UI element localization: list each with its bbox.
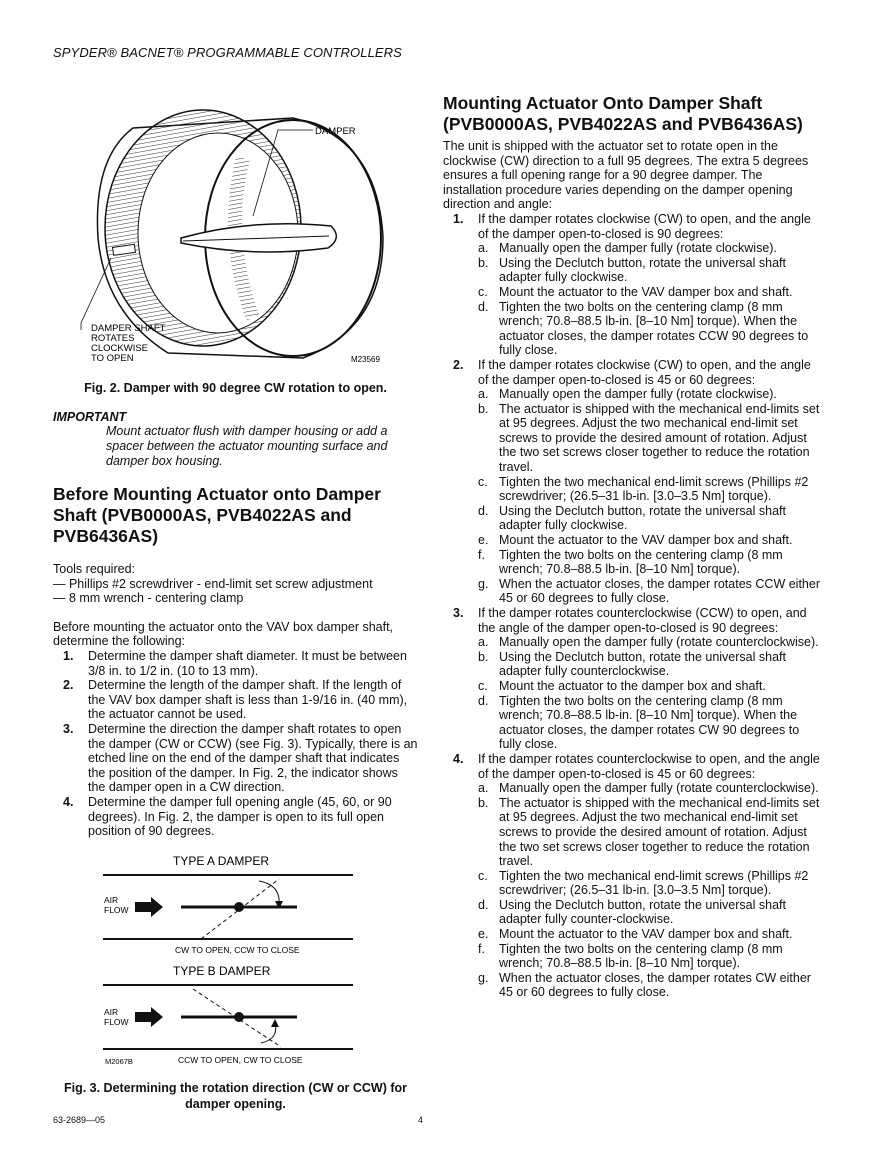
fig2-label-shaft-3: CLOCKWISE [91, 343, 149, 354]
list-item: 2. If the damper rotates clockwise (CW) to open, and the angle of the damper open-to-closed is 45 or 60 degrees: a. Manually open the damper fully (rotate clockwise). b. The actuator is shipped with the mechanical end-limits set at 95 degrees. Adjust the two mechanical end-limit set screws to provide the desired amount of rotation. Adjust the two set screws closer together to reduce the rotation travel. c. Tighten the two mechanical end-limit screws (Phillips #2 screwdriver; (26.5–31 lb-in. [3.0–3.5 Nm] torque). d. Using the Declutch button, rotate the universal shaft adapter fully clockwise. e. Mount the actuator to the VAV damper box and shaft. f. Tighten the two bolts on the centering clamp (8 mm wrench; 70.8–88.5 lb-in. [8–10 Nm] torque). g. When the actuator closes, the damper rotates CCW either 45 or 60 degrees to fully close. [443, 358, 823, 606]
sub-list-item: d. Using the Declutch button, rotate the universal shaft adapter fully clockwise. [478, 503, 786, 533]
left-heading: Before Mounting Actuator onto Damper Shaft (PVB0000AS, PVB4022AS and PVB6436AS) [53, 484, 381, 546]
sub-list-item: b. Using the Declutch button, rotate the universal shaft adapter fully counterclockwise. [478, 649, 786, 679]
left-steps [53, 649, 418, 839]
fig2-caption: Fig. 2. Damper with 90 degree CW rotation to open. [84, 381, 387, 395]
fig3-a-caption: CW TO OPEN, CCW TO CLOSE [175, 944, 300, 955]
airflow-arrow-icon [135, 897, 163, 917]
left-intro: Before mounting the actuator onto the VAV box damper shaft, determine the following: [53, 619, 394, 649]
page-header: SPYDER® BACNET® PROGRAMMABLE CONTROLLERS [53, 45, 402, 60]
fig2-code: M23569 [351, 355, 380, 364]
fig3-type-a: TYPE A DAMPER [173, 853, 270, 868]
sub-list-item: d. Using the Declutch button, rotate the universal shaft adapter fully counter-clockwise. [478, 897, 786, 927]
list-item: 4. Determine the damper full opening angle (45, 60, or 90 degrees). In Fig. 2, the damper is open to its full open position of 90 degrees. [63, 794, 392, 839]
list-item: 3. If the damper rotates counterclockwise (CCW) to open, and the angle of the damper open-to-closed is 90 degrees: a. Manually open the damper fully (rotate counterclockwise). b. Using the Declutch button, rotate the universal shaft adapter fully counterclockwise. c. Mount the actuator to the damper box and shaft. d. Tighten the two bolts on the centering clamp (8 mm wrench; 70.8–88.5 lb-in. [8–10 Nm] torque). When the actuator closes, the damper rotates CW 90 degrees to fully close. [443, 606, 823, 752]
sub-list-item: g. When the actuator closes, the damper rotates CW either 45 or 60 degrees to fully close. [478, 970, 811, 1000]
list-item: 1. Determine the damper shaft diameter. It must be between 3/8 in. to 1/2 in. (10 to 13 mm). [63, 648, 407, 678]
important-title: IMPORTANT [53, 410, 127, 424]
tool-item: — 8 mm wrench - centering clamp [53, 591, 244, 606]
sub-list-item: b. The actuator is shipped with the mechanical end-limits set at 95 degrees. Adjust the two mechanical end-limit set screws to provide the desired amount of rotation. Adjust the two set screws closer together to reduce the rotation travel. [478, 795, 820, 869]
tool-item: — Phillips #2 screwdriver - end-limit set screw adjustment [53, 576, 373, 591]
list-item: 1. If the damper rotates clockwise (CW) to open, and the angle of the damper open-to-closed is 90 degrees: a. Manually open the damper fully (rotate clockwise). b. Using the Declutch button, rotate the universal shaft adapter fully clockwise. c. Mount the actuator to the VAV damper box and shaft. d. Tighten the two bolts on the centering clamp (8 mm wrench; 70.8–88.5 lb-in. [8–10 Nm] torque). When the actuator closes, the damper rotates CCW 90 degrees to fully close. [443, 212, 823, 358]
footer-page-number: 4 [418, 1115, 424, 1125]
damper-illustration [53, 98, 418, 373]
sub-list-item: c. Mount the actuator to the damper box and shaft. [478, 678, 766, 693]
fig3-air-a: AIR [104, 894, 119, 905]
important-text: Mount actuator flush with damper housing or add a spacer between the actuator mounting surface and damper box housing. [106, 424, 388, 468]
list-item: 3. Determine the direction the damper shaft rotates to open the damper (CW or CCW) (see Fig. 3). Typically, there is an etched line on the end of the damper shaft that indicates the position of the damper. In Fig. 2, the indicator shows the damper open in a CW direction. [63, 721, 418, 795]
fig3-flow-b: FLOW [104, 1016, 129, 1027]
sub-list-item: d. Tighten the two bolts on the centering clamp (8 mm wrench; 70.8–88.5 lb-in. [8–10 Nm] torque). When the actuator closes, the damper rotates CCW 90 degrees to fully close. [478, 299, 809, 358]
footer-doc-number: 63-2689—05 [53, 1115, 106, 1125]
fig3-caption: Fig. 3. Determining the rotation direction (CW or CCW) for damper opening. [63, 1080, 408, 1111]
sub-list-item: f. Tighten the two bolts on the centering clamp (8 mm wrench; 70.8–88.5 lb-in. [8–10 Nm] torque). [478, 941, 783, 971]
sub-list-item: b. The actuator is shipped with the mechanical end-limits set at 95 degrees. Adjust the two mechanical end-limit set screws to provide the desired amount of rotation. Adjust the two set screws closer together to reduce the rotation travel. [478, 401, 820, 475]
fig3-code: M2067B [105, 1056, 133, 1066]
fig2-label-shaft-2: ROTATES [91, 333, 135, 344]
sub-list-item: a. Manually open the damper fully (rotate counterclockwise). [478, 635, 819, 650]
left-column [53, 98, 418, 1112]
sub-list-item: f. Tighten the two bolts on the centering clamp (8 mm wrench; 70.8–88.5 lb-in. [8–10 Nm] torque). [478, 547, 783, 577]
airflow-arrow-icon [135, 1007, 163, 1027]
rotation-diagram [53, 849, 418, 1074]
sub-list-item: a. Manually open the damper fully (rotate clockwise). [478, 241, 777, 256]
list-item: 4. If the damper rotates counterclockwise to open, and the angle of the damper open-to-closed is 45 or 60 degrees: a. Manually open the damper fully (rotate counterclockwise). b. The actuator is shipped with the mechanical end-limits set at 95 degrees. Adjust the two mechanical end-limit set screws to provide the desired amount of rotation. Adjust the two set screws closer together to reduce the rotation travel. c. Tighten the two mechanical end-limit screws (Phillips #2 screwdriver; (26.5–31 lb-in. [3.0–3.5 Nm] torque). d. Using the Declutch button, rotate the universal shaft adapter fully counter-clockwise. e. Mount the actuator to the VAV damper box and shaft. f. Tighten the two bolts on the centering clamp (8 mm wrench; 70.8–88.5 lb-in. [8–10 Nm] torque). g. When the actuator closes, the damper rotates CW either 45 or 60 degrees to fully close. [443, 752, 823, 1000]
sub-list-item: b. Using the Declutch button, rotate the universal shaft adapter fully clockwise. [478, 255, 786, 285]
sub-list-item: c. Mount the actuator to the VAV damper box and shaft. [478, 284, 793, 299]
right-steps [443, 212, 823, 1000]
sub-list-item: a. Manually open the damper fully (rotate counterclockwise). [478, 781, 819, 796]
fig2-label-shaft-1: DAMPER SHAFT [91, 323, 166, 334]
fig3-b-caption: CCW TO OPEN, CW TO CLOSE [178, 1054, 303, 1065]
sub-list-item: e. Mount the actuator to the VAV damper box and shaft. [478, 533, 793, 548]
tools-title: Tools required: [53, 562, 135, 576]
fig3-air-b: AIR [104, 1006, 119, 1017]
sub-list-item: e. Mount the actuator to the VAV damper box and shaft. [478, 927, 793, 942]
fig2-label-damper: DAMPER [315, 126, 356, 137]
fig2-label-shaft-4: TO OPEN [91, 353, 134, 364]
sub-list-item: g. When the actuator closes, the damper rotates CCW either 45 or 60 degrees to fully close. [478, 576, 820, 606]
sub-list-item: c. Tighten the two mechanical end-limit screws (Phillips #2 screwdriver; (26.5–31 lb-in. [3.0–3.5 Nm] torque). [478, 474, 809, 504]
list-item: 2. Determine the length of the damper shaft. If the length of the VAV box damper shaft is less than 1-9/16 in. (40 mm), the actuator cannot be used. [63, 678, 408, 722]
right-intro: The unit is shipped with the actuator set to rotate open in the clockwise (CW) direction to a full 95 degrees. The extra 5 degrees ensures a full opening range for a 90 degree damper. The installation procedure varies depending on the damper opening direction and angle: [443, 139, 809, 212]
fig3-type-b: TYPE B DAMPER [173, 963, 271, 978]
sub-list-item: d. Tighten the two bolts on the centering clamp (8 mm wrench; 70.8–88.5 lb-in. [8–10 Nm] torque). When the actuator closes, the damper rotates CW 90 degrees to fully close. [478, 693, 800, 752]
fig3-flow-a: FLOW [104, 904, 129, 915]
sub-list-item: c. Tighten the two mechanical end-limit screws (Phillips #2 screwdriver; (26.5–31 lb-in. [3.0–3.5 Nm] torque). [478, 868, 809, 898]
sub-list-item: a. Manually open the damper fully (rotate clockwise). [478, 387, 777, 402]
right-heading: Mounting Actuator Onto Damper Shaft (PVB0000AS, PVB4022AS and PVB6436AS) [443, 93, 803, 134]
right-column [443, 93, 823, 1000]
